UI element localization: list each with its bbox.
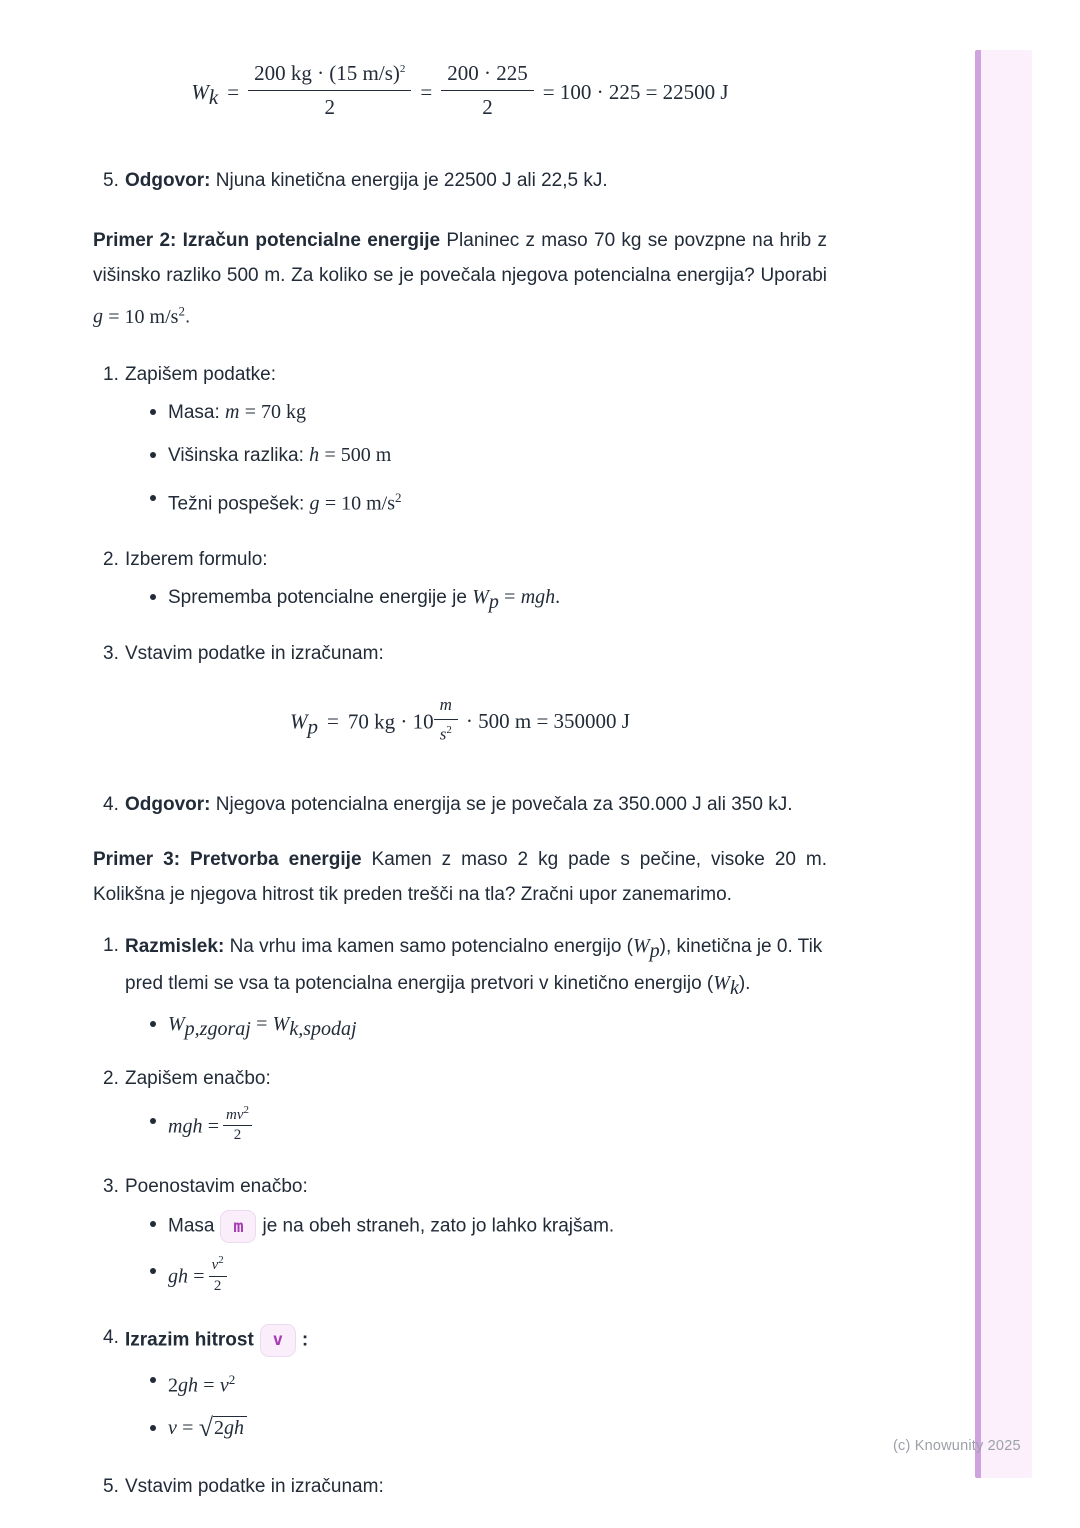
bullet-text: $2gh = v^2$	[168, 1371, 236, 1397]
data-bullet-gravity	[150, 484, 827, 518]
bullet-marker	[150, 1107, 168, 1124]
fraction-denominator: 2	[233, 1127, 242, 1144]
fraction-denominator: 2	[482, 95, 493, 119]
bullet-marker	[150, 398, 168, 415]
step-label: Poenostavim enačbo:	[125, 1176, 308, 1198]
step-1-razmislek	[103, 930, 827, 1004]
sentence-period: .	[184, 306, 191, 328]
equals-sign: =	[327, 709, 339, 734]
fraction-denominator: 2	[213, 1277, 222, 1294]
equation-bullet	[150, 1103, 827, 1148]
answer-potential	[93, 787, 827, 822]
formula-bullet	[150, 583, 827, 616]
step-4	[103, 1324, 827, 1357]
bullet-text: Sprememba potencialne energije je $W_p$ = mgh.	[168, 585, 561, 613]
primer3-steps	[93, 930, 827, 1501]
step-1	[103, 361, 827, 389]
fraction-numerator: 200 · 225	[441, 61, 534, 91]
step-2	[103, 546, 827, 574]
equals-sign: =	[227, 80, 240, 105]
fraction-denominator: $s^2$	[439, 723, 452, 744]
radical-sign: √	[198, 1413, 214, 1443]
fraction-denominator: 2	[324, 95, 335, 119]
fraction	[248, 61, 411, 120]
copyright-footer: (c) Knowunity 2025	[893, 1438, 1021, 1454]
item-number: 1.	[103, 363, 119, 385]
fraction-numerator: 200 kg · (15 m/s)$^2$	[248, 61, 411, 91]
bullet-marker	[150, 1010, 168, 1027]
step-label: Izberem formulo:	[125, 548, 268, 570]
sqrt-velocity-bullet	[150, 1414, 827, 1443]
inline-fraction	[223, 1104, 252, 1145]
item-number: 4.	[103, 1326, 119, 1348]
item-body	[125, 167, 827, 195]
simplified-equation-bullet	[150, 1254, 827, 1298]
document-content	[93, 0, 827, 1501]
answer-label: Odgovor:	[125, 170, 211, 191]
bullet-text: Višinska razlika: h = 500 m	[168, 443, 392, 466]
energy-equality-bullet	[150, 1010, 827, 1043]
step-label: Razmislek:	[125, 936, 225, 958]
velocity-code-badge: v	[260, 1324, 296, 1357]
bullet-text: $W_{p,zgoraj} = W_{k,spodaj}$	[168, 1013, 357, 1040]
fraction-numerator: $v^2$	[209, 1254, 227, 1276]
equals-sign: =	[420, 80, 433, 105]
bullet-text: Težni pospešek: g = 10 $m/s^2$	[168, 489, 402, 514]
numbered-item	[103, 167, 827, 195]
bullet-marker	[150, 583, 168, 600]
kinetic-energy-formula	[93, 61, 827, 123]
formula-subscript: p	[307, 714, 319, 739]
bullet-text: Masa: m = 70 kg	[168, 400, 307, 423]
step-2	[103, 1065, 827, 1093]
step-label: Vstavim podatke in izračunam:	[125, 1476, 384, 1498]
step-colon: :	[301, 1329, 309, 1351]
primer3-title: Primer 3: Pretvorba energije	[93, 849, 362, 871]
squared-velocity-bullet	[150, 1366, 827, 1400]
item-number: 5.	[103, 1476, 119, 1498]
primer2-title: Primer 2: Izračun potencialne energije	[93, 230, 441, 251]
formula-variable: W	[191, 80, 209, 105]
numbered-item	[103, 787, 827, 822]
primer3-body: Kamen z maso 2 kg pade s pečine, visoke 20 m. Kolikšna je njegova hitrost tik preden trešči na tla? Zračni upor zanemarimo.	[93, 849, 828, 906]
gravity-value: = 10 $m/s^2$	[108, 303, 185, 328]
primer2-paragraph	[93, 223, 827, 335]
step-label: Zapišem podatke:	[125, 363, 277, 385]
formula-subscript: k	[208, 85, 219, 110]
fraction-numerator: $mv^2$	[223, 1104, 252, 1126]
item-body: Razmislek: Na vrhu ima kamen samo potencialno energijo $(W_p)$, kinetična je 0. Tik pred tlemi se vsa ta potencialna energija pretvori v kinetično energijo $(W_k)$.	[125, 935, 823, 1000]
step-label: Zapišem enačbo:	[125, 1067, 271, 1089]
potential-energy-formula	[93, 694, 827, 748]
step-label: Izrazim hitrost	[125, 1329, 254, 1351]
formula-part-a: 70 kg · 10	[347, 709, 434, 734]
mass-code-badge: m	[220, 1210, 256, 1243]
fraction	[441, 61, 534, 120]
unit-fraction	[434, 695, 458, 745]
item-body	[125, 1324, 827, 1357]
bullet-marker	[150, 441, 168, 458]
bullet-text: v = √2gh	[168, 1414, 247, 1443]
item-number: 4.	[103, 794, 119, 816]
primer2-steps	[93, 361, 827, 668]
formula-variable: W	[290, 709, 308, 734]
data-bullet-height	[150, 441, 827, 470]
item-number: 5.	[103, 170, 119, 191]
bullet-text: Masa m je na obeh straneh, zato jo lahko krajšam.	[168, 1210, 614, 1243]
bullet-marker	[150, 1257, 168, 1274]
item-body	[125, 787, 827, 822]
gravity-variable: g	[93, 305, 103, 328]
bullet-text: mgh = $\frac{mv^2}{2}$	[168, 1107, 252, 1148]
bullet-marker	[150, 1414, 168, 1431]
formula-tail: = 100 · 225 = 22500 J	[542, 80, 729, 105]
bullet-text: gh = $\frac{v^2}{2}$	[168, 1257, 227, 1298]
bullet-marker	[150, 484, 168, 501]
step-label: Vstavim podatke in izračunam:	[125, 642, 384, 664]
item-number: 3.	[103, 1176, 119, 1198]
step-5	[103, 1473, 827, 1501]
data-bullet-mass	[150, 398, 827, 427]
item-number: 2.	[103, 548, 119, 570]
bullet-marker	[150, 1366, 168, 1383]
item-number: 2.	[103, 1067, 119, 1089]
primer3-paragraph	[93, 842, 827, 912]
answer-text: Njuna kinetična energija je 22500 J ali 22,5 kJ.	[215, 170, 608, 191]
item-number: 1.	[103, 935, 119, 957]
mass-cancel-bullet	[150, 1210, 827, 1243]
item-number: 3.	[103, 642, 119, 664]
step-3	[103, 1173, 827, 1201]
primer2-body: Planinec z maso 70 kg se povzpne na hrib z višinsko razliko 500 m. Za koliko se je povečala njegova potencialna energija? Uporabi	[93, 230, 827, 286]
answer-kinetic	[93, 167, 827, 195]
answer-text: Njegova potencialna energija se je povečala za 350.000 J ali 350 kJ.	[215, 794, 793, 816]
radicand: 2gh	[213, 1416, 247, 1439]
fraction-numerator: m	[434, 695, 458, 720]
step-3	[103, 640, 827, 668]
formula-part-b: · 500 m = 350000 J	[465, 709, 630, 734]
bullet-marker	[150, 1210, 168, 1227]
answer-label: Odgovor:	[125, 794, 211, 816]
inline-fraction	[209, 1254, 227, 1295]
highlight-sidebar	[975, 50, 1032, 1478]
